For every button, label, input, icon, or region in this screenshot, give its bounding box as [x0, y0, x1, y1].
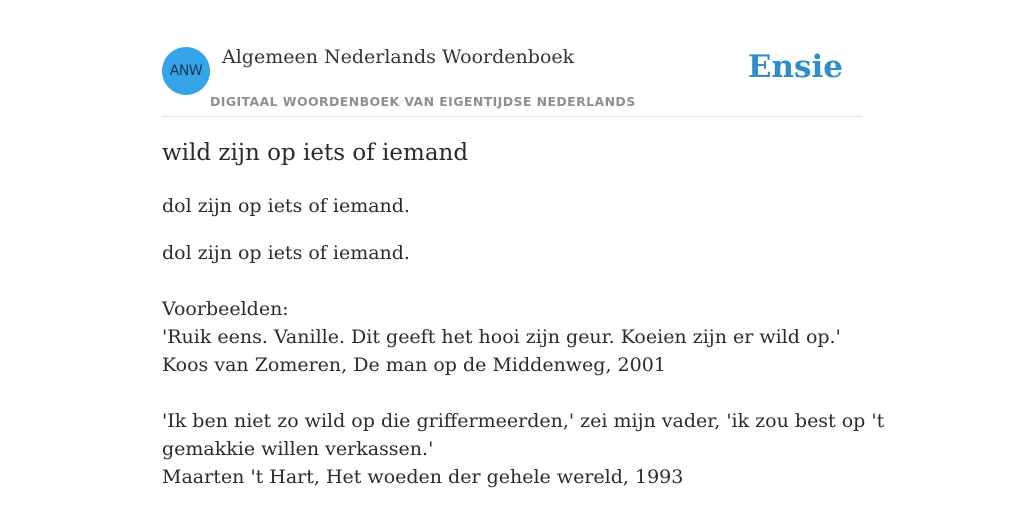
- site-header: [162, 0, 862, 117]
- example-source: Koos van Zomeren, De man op de Middenweg, 2001: [162, 354, 666, 376]
- entry-term: wild zijn op iets of iemand: [162, 140, 469, 166]
- example-quote-continued: gemakkie willen verkassen.': [162, 438, 434, 460]
- example-source: Maarten 't Hart, Het woeden der gehele wereld, 1993: [162, 466, 684, 488]
- site-subtitle: DIGITAAL WOORDENBOEK VAN EIGENTIJDSE NEDERLANDS: [210, 94, 636, 109]
- anw-logo[interactable]: [162, 47, 210, 95]
- examples-label: Voorbeelden:: [162, 298, 289, 320]
- logo-text: ANW: [169, 63, 203, 79]
- ensie-logo[interactable]: Ensie: [747, 49, 843, 85]
- page: [162, 0, 885, 488]
- example-quote: 'Ik ben niet zo wild op die griffermeerden,' zei mijn vader, 'ik zou best op 't: [162, 410, 885, 432]
- site-title[interactable]: Algemeen Nederlands Woordenboek: [222, 46, 575, 68]
- definition: dol zijn op iets of iemand.: [162, 195, 410, 217]
- definition-repeat: dol zijn op iets of iemand.: [162, 242, 410, 264]
- example-quote: 'Ruik eens. Vanille. Dit geeft het hooi zijn geur. Koeien zijn er wild op.': [162, 326, 841, 348]
